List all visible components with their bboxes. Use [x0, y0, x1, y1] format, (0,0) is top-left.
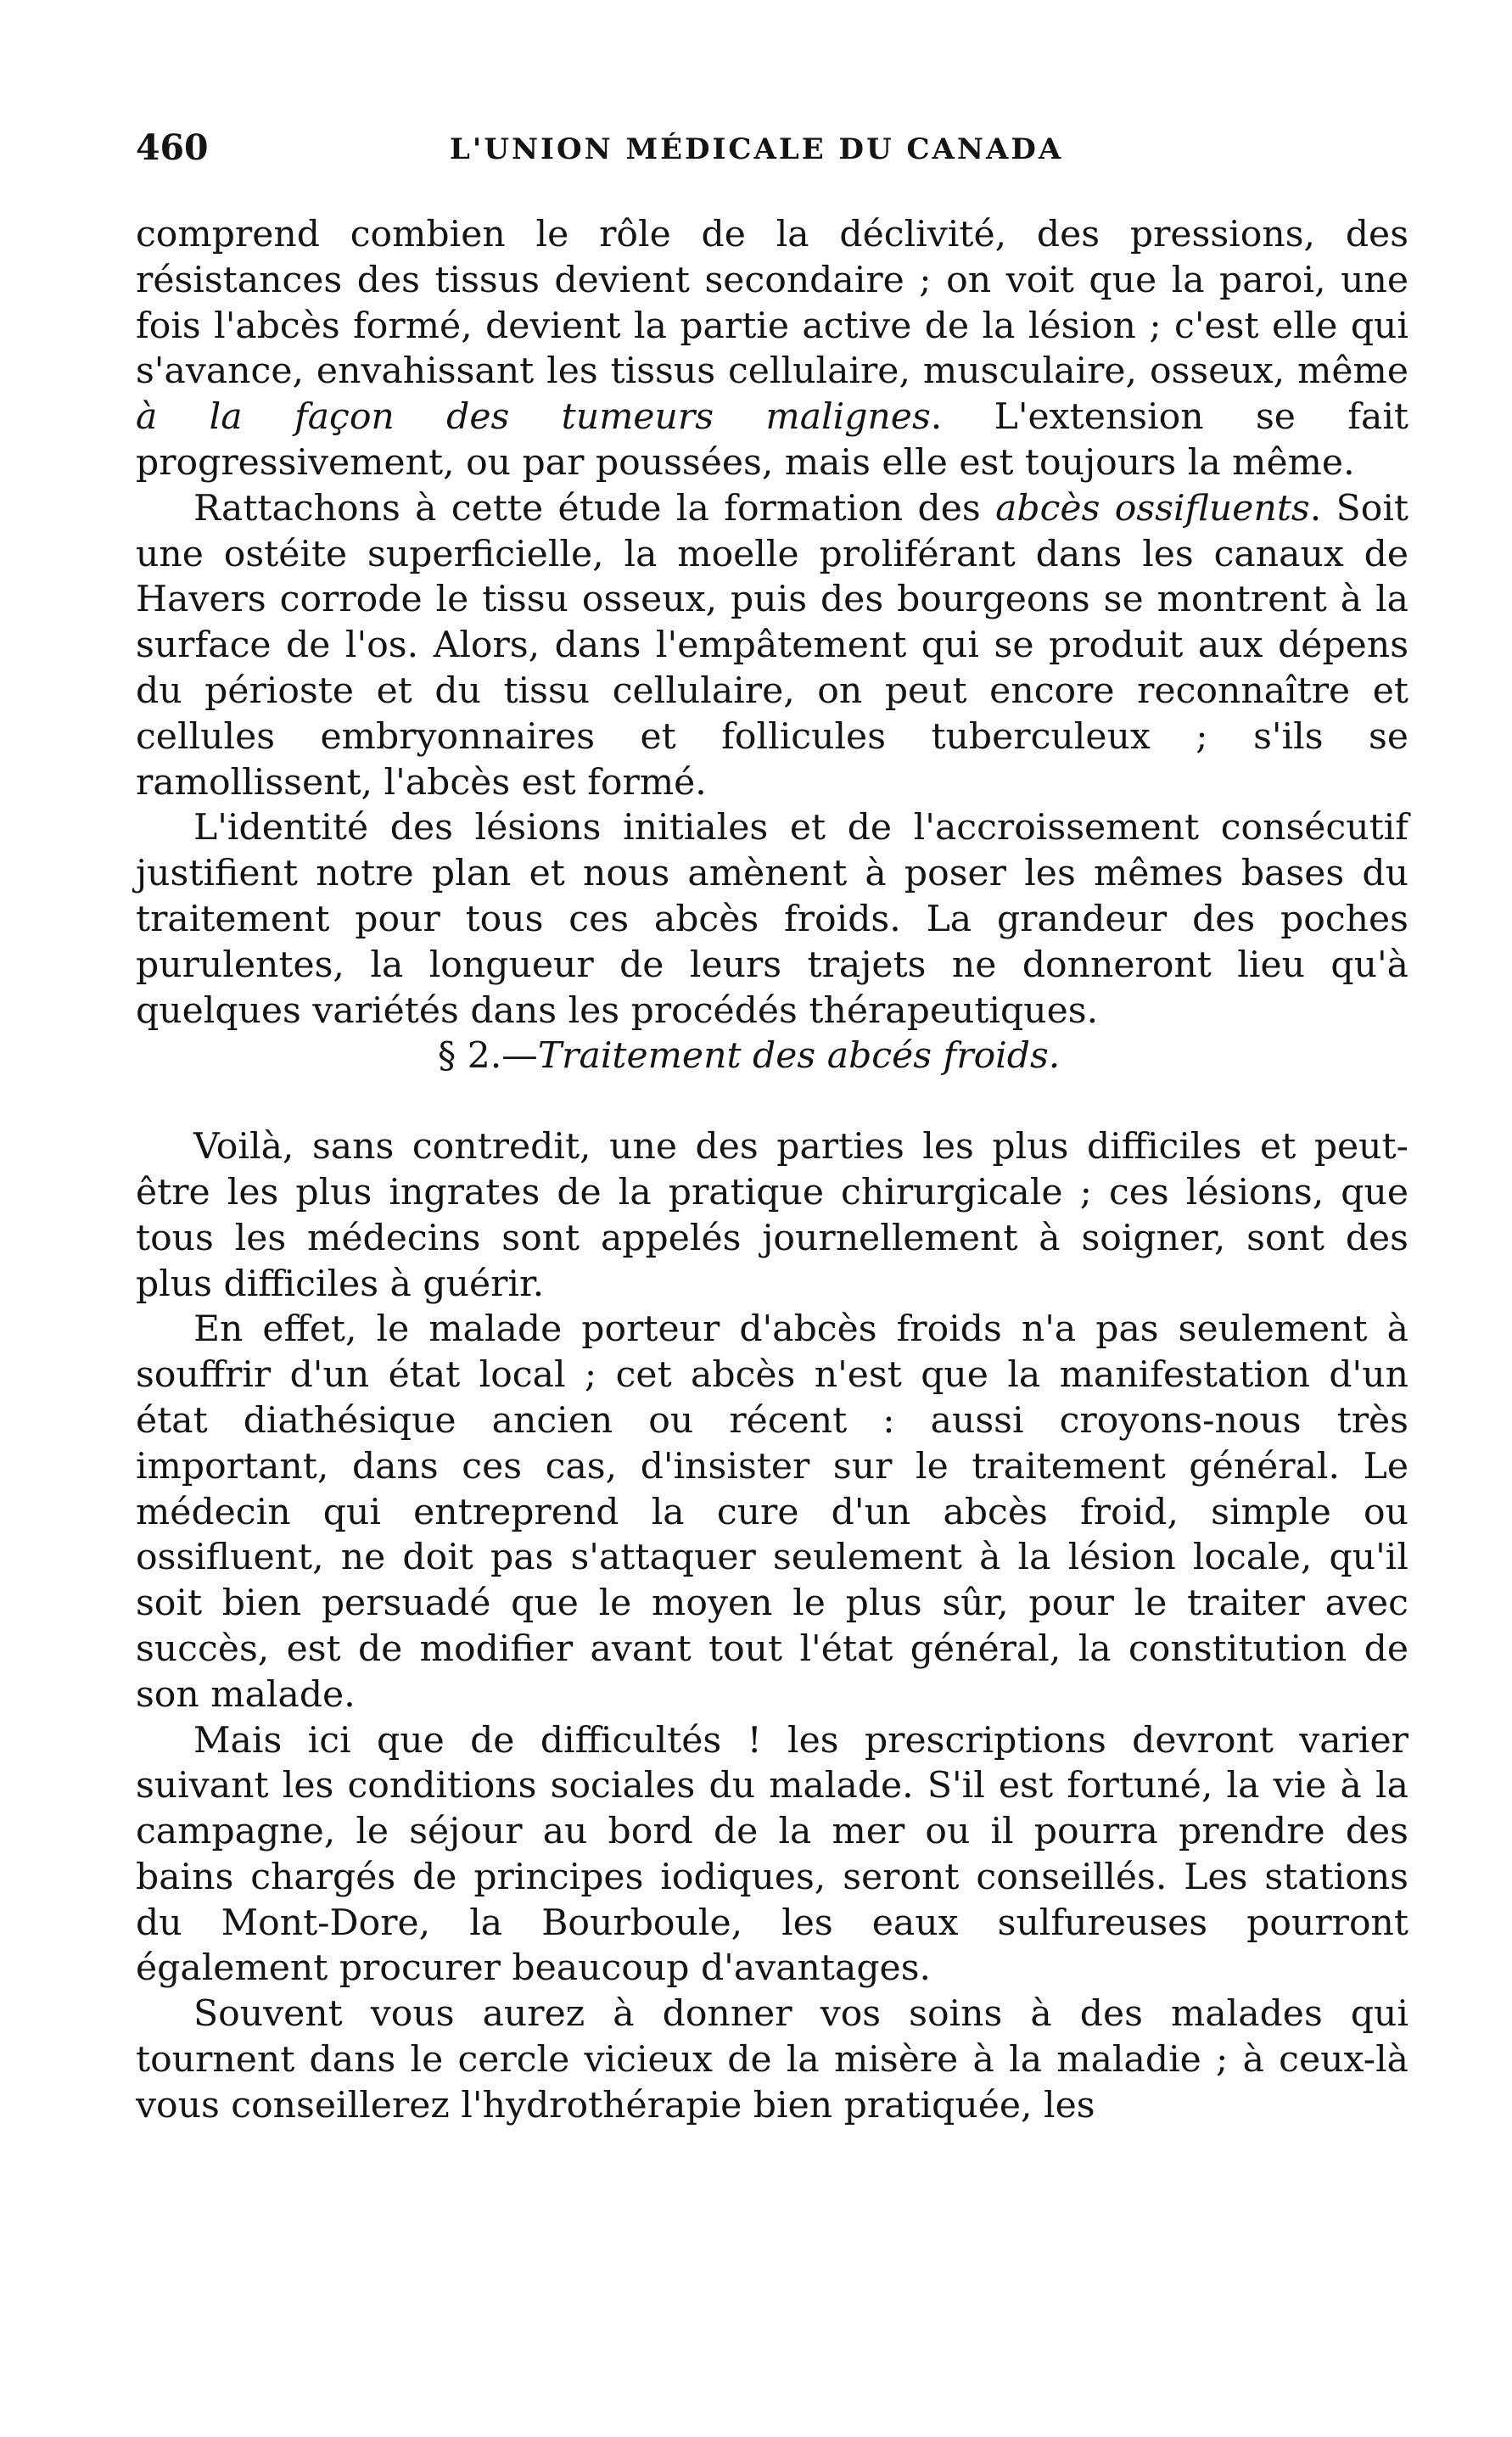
page-body [136, 212, 1408, 2129]
book-page [136, 127, 1409, 2126]
text-run: . Soit une ostéite superficielle, la moelle proliférant dans les canaux de Havers corrode le tissu osseux, puis des bourgeons se montrent à la surface de l'os. Alors, dans l'empâtement qui se produit aux dépens du périoste et du tissu cellulaire, on peut encore reconnaître et cellules embryonnaires et follicules tuberculeux ; s'ils se ramollissent, l'abcès est formé. [136, 487, 1408, 804]
section-title: Traitement des abcés froids. [537, 1035, 1061, 1078]
text-run: Rattachons à cette étude la formation des [193, 487, 996, 529]
paragraph [136, 1307, 1408, 1717]
paragraph [136, 1124, 1408, 1307]
running-title: L'UNION MÉDICALE DU CANADA [450, 132, 1064, 166]
text-run: L'identité des lésions initiales et de l'accroissement consécutif justifient notre plan et nous amènent à poser les mêmes bases du traitement pour tous ces abcès froids. La grandeur des poches purulentes, la longueur de leurs trajets ne donneront lieu qu'à quelques variétés dans les procédés thérapeutiques. [136, 807, 1408, 1032]
paragraph [136, 1992, 1408, 2128]
paragraph [136, 486, 1408, 806]
page-number: 460 [136, 127, 209, 168]
page-header [136, 127, 1408, 178]
section-heading [136, 1034, 1408, 1079]
text-run: En effet, le malade porteur d'abcès froids n'a pas seulement à souffrir d'un état local ; cet abcès n'est que la manifestation d'un état diathésique ancien ou récent : aussi croyons-nous très important, dans ces cas, d'insister sur le traitement général. Le médecin qui entreprend la cure d'un abcès froid, simple ou ossifluent, ne doit pas s'attaquer seulement à la lésion locale, qu'il soit bien persuadé que le moyen le plus sûr, pour le traiter avec succès, est de modifier avant tout l'état général, la constitution de son malade. [136, 1308, 1408, 1716]
italic-text: abcès ossifluents [995, 487, 1310, 529]
section-number: § 2.— [438, 1035, 538, 1078]
paragraph [136, 212, 1408, 486]
paragraph [136, 1718, 1408, 1992]
text-run: Souvent vous aurez à donner vos soins à des malades qui tournent dans le cercle vicieux de la misère à la maladie ; à ceux-là vous conseillerez l'hydrothérapie bien pratiquée, les [136, 1993, 1408, 2126]
text-run: Voilà, sans contredit, une des parties les plus difficiles et peut-être les plus ingrates de la pratique chirurgicale ; ces lésions, que tous les médecins sont appelés journellement à soigner, sont des plus difficiles à guérir. [136, 1126, 1408, 1305]
text-run: Mais ici que de difficultés ! les prescriptions devront varier suivant les conditions sociales du malade. S'il est fortuné, la vie à la campagne, le séjour au bord de la mer ou il pourra prendre des bains chargés de principes iodiques, seront conseillés. Les stations du Mont-Dore, la Bourboule, les eaux sulfureuses pourront également procurer beaucoup d'avantages. [136, 1719, 1408, 1990]
italic-text: à la façon des tumeurs malignes [136, 396, 931, 439]
paragraph [136, 805, 1408, 1034]
text-run: . L'extension se fait progressivement, ou par poussées, mais elle est toujours la même. [136, 396, 1409, 484]
text-run: comprend combien le rôle de la déclivité, des pressions, des résistances des tissus devient secondaire ; on voit que la paroi, une fois l'abcès formé, devient la partie active de la lésion ; c'est elle qui s'avance, envahissant les tissus cellulaire, musculaire, osseux, même [136, 214, 1408, 393]
